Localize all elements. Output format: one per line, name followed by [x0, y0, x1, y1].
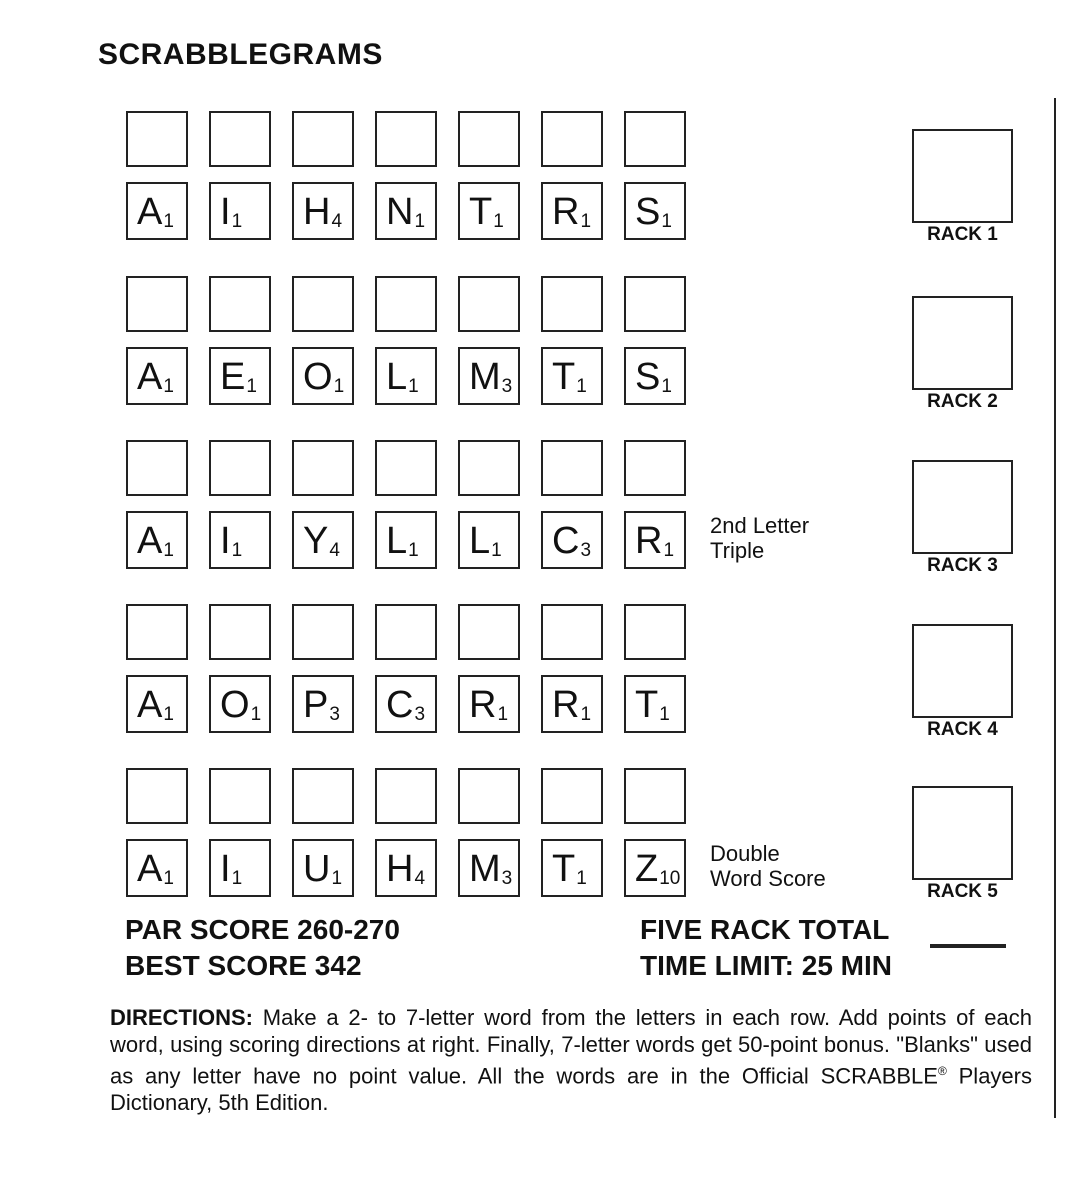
tile-letter: [552, 357, 587, 407]
answer-box[interactable]: [624, 111, 686, 167]
answer-box[interactable]: [541, 111, 603, 167]
tile-letter: [469, 685, 508, 735]
letter-tile: [209, 675, 271, 733]
letter-tile: [458, 182, 520, 240]
tile-letter-char: R: [552, 684, 580, 726]
letter-tile: [375, 675, 437, 733]
letter-tile: [292, 675, 354, 733]
tile-letter-char: H: [303, 191, 331, 233]
tile-letter-char: C: [386, 684, 414, 726]
tile-points: 1: [493, 211, 504, 232]
tile-letter-char: I: [220, 848, 231, 890]
scoring-note-line: Triple: [710, 538, 765, 563]
tile-points: 1: [408, 540, 419, 561]
letter-tile: [375, 839, 437, 897]
letter-tile: [209, 182, 271, 240]
answer-box[interactable]: [126, 276, 188, 332]
letter-tile: [209, 347, 271, 405]
tile-letter: [220, 849, 242, 899]
tile-points: 3: [580, 540, 592, 561]
tile-points: 1: [659, 704, 670, 725]
tile-letter-char: S: [635, 356, 661, 398]
answer-box[interactable]: [375, 276, 437, 332]
tile-letter-char: N: [386, 191, 414, 233]
letter-tile: [126, 839, 188, 897]
tile-letter-char: R: [552, 191, 580, 233]
scoring-note-line: Word Score: [710, 866, 826, 891]
tile-letter-char: T: [635, 684, 659, 726]
tile-points: 1: [497, 704, 509, 725]
answer-box[interactable]: [126, 440, 188, 496]
tile-letter: [386, 357, 419, 407]
tile-letter-char: A: [137, 684, 163, 726]
tile-letter: [386, 849, 425, 899]
tile-points: 1: [414, 211, 426, 232]
tile-letter-char: L: [386, 356, 408, 398]
tile-letter: [303, 685, 340, 735]
letter-tile: [458, 511, 520, 569]
tile-letter-char: U: [303, 848, 331, 890]
tile-letter: [469, 357, 512, 407]
tile-points: 1: [408, 376, 419, 397]
answer-box[interactable]: [209, 276, 271, 332]
letter-tile: [624, 347, 686, 405]
tile-letter-char: M: [469, 356, 501, 398]
tile-letter-char: P: [303, 684, 329, 726]
tile-points: 1: [163, 540, 174, 561]
letter-tile: [375, 182, 437, 240]
tile-points: 1: [663, 540, 675, 561]
time-limit: TIME LIMIT: 25 MIN: [640, 950, 892, 981]
tile-letter: [220, 521, 242, 571]
directions-label: DIRECTIONS:: [110, 1005, 253, 1030]
letter-tile: [624, 511, 686, 569]
scoring-note: [710, 513, 809, 563]
rack-label: RACK 3: [927, 555, 998, 576]
tile-letter-char: C: [552, 520, 580, 562]
tile-letter-char: Y: [303, 520, 329, 562]
tile-points: 1: [250, 704, 262, 725]
tile-letter: [386, 192, 425, 242]
tile-points: 4: [414, 868, 426, 889]
tile-letter: [137, 685, 174, 735]
tile-letter-char: E: [220, 356, 246, 398]
answer-box[interactable]: [541, 440, 603, 496]
answer-box[interactable]: [292, 604, 354, 660]
directions-text: Make a 2- to 7-letter word from the letters in each row. Add points of each word, using scoring directions at right. Finally, 7-letter words get 50-point bonus. "Blanks" used as any letter have no point value. All the words are in the Official SCRABBLE: [110, 1005, 1032, 1089]
answer-box[interactable]: [126, 604, 188, 660]
rack-score-box[interactable]: [912, 786, 1013, 880]
tile-letter: [137, 521, 174, 571]
answer-box[interactable]: [624, 768, 686, 824]
answer-box[interactable]: [375, 768, 437, 824]
answer-box[interactable]: [375, 604, 437, 660]
best-score: BEST SCORE 342: [125, 950, 362, 981]
letter-tile: [126, 511, 188, 569]
tile-letter-char: T: [469, 191, 493, 233]
letter-tile: [375, 511, 437, 569]
letter-tile: [292, 182, 354, 240]
tile-points: 1: [246, 376, 257, 397]
tile-letter: [552, 849, 587, 899]
answer-box[interactable]: [624, 440, 686, 496]
tile-points: 1: [576, 376, 587, 397]
tile-letter: [220, 685, 261, 735]
directions: [110, 1004, 1032, 1116]
tile-letter: [635, 357, 672, 407]
tile-letter: [386, 685, 425, 735]
letter-tile: [209, 511, 271, 569]
tile-points: 3: [501, 376, 513, 397]
answer-box[interactable]: [292, 276, 354, 332]
tile-letter-char: A: [137, 848, 163, 890]
tile-points: 4: [331, 211, 343, 232]
tile-points: 1: [231, 540, 243, 561]
letter-tile: [292, 839, 354, 897]
answer-box[interactable]: [292, 768, 354, 824]
answer-box[interactable]: [126, 111, 188, 167]
tile-points: 1: [333, 376, 345, 397]
letter-tile: [624, 675, 686, 733]
tile-letter-char: I: [220, 191, 231, 233]
letter-tile: [126, 182, 188, 240]
tile-points: 1: [163, 704, 174, 725]
tile-letter: [469, 192, 504, 242]
answer-box[interactable]: [375, 111, 437, 167]
tile-points: 1: [580, 704, 592, 725]
letter-tile: [541, 511, 603, 569]
letter-tile: [541, 675, 603, 733]
answer-box[interactable]: [624, 604, 686, 660]
scoring-note: [710, 841, 826, 891]
tile-points: 1: [163, 868, 174, 889]
right-divider: [1054, 98, 1056, 1118]
letter-tile: [624, 839, 686, 897]
tile-points: 1: [163, 211, 174, 232]
letter-tile: [292, 347, 354, 405]
tile-points: 1: [661, 211, 672, 232]
tile-points: 1: [580, 211, 592, 232]
answer-box[interactable]: [209, 111, 271, 167]
tile-points: 3: [501, 868, 513, 889]
tile-letter: [303, 521, 340, 571]
answer-box[interactable]: [458, 768, 520, 824]
rack-label: RACK 1: [927, 224, 998, 245]
tile-letter: [137, 357, 174, 407]
tile-letter: [552, 521, 591, 571]
tile-letter: [635, 685, 670, 735]
puzzle-title: SCRABBLEGRAMS: [98, 38, 383, 71]
tile-points: 1: [163, 376, 174, 397]
rack-score-box[interactable]: [912, 460, 1013, 554]
answer-box[interactable]: [541, 768, 603, 824]
tile-letter: [552, 192, 591, 242]
answer-box[interactable]: [541, 276, 603, 332]
tile-letter-char: M: [469, 848, 501, 890]
tile-letter: [220, 192, 242, 242]
letter-tile: [624, 182, 686, 240]
letter-tile: [126, 347, 188, 405]
answer-box[interactable]: [375, 440, 437, 496]
tile-letter: [469, 521, 502, 571]
answer-box[interactable]: [541, 604, 603, 660]
tile-points: 3: [414, 704, 426, 725]
tile-points: 1: [231, 211, 243, 232]
tile-letter-char: A: [137, 191, 163, 233]
tile-points: 1: [661, 376, 672, 397]
answer-box[interactable]: [209, 604, 271, 660]
answer-box[interactable]: [209, 440, 271, 496]
tile-letter-char: H: [386, 848, 414, 890]
tile-letter: [469, 849, 512, 899]
par-score: PAR SCORE 260-270: [125, 914, 400, 945]
tile-letter: [635, 521, 674, 571]
tile-letter-char: S: [635, 191, 661, 233]
letter-tile: [209, 839, 271, 897]
directions-text-end: Players Dictionary, 5th Edition.: [110, 1063, 1032, 1116]
tile-points: 1: [231, 868, 243, 889]
tile-letter: [552, 685, 591, 735]
tile-letter-char: A: [137, 520, 163, 562]
five-rack-total-label: FIVE RACK TOTAL: [640, 914, 890, 945]
answer-box[interactable]: [126, 768, 188, 824]
answer-box[interactable]: [458, 111, 520, 167]
tile-letter-char: L: [386, 520, 408, 562]
tile-points: 1: [331, 868, 343, 889]
tile-letter-char: O: [303, 356, 333, 398]
tile-letter-char: I: [220, 520, 231, 562]
answer-box[interactable]: [458, 276, 520, 332]
letter-tile: [541, 347, 603, 405]
tile-letter-char: A: [137, 356, 163, 398]
answer-box[interactable]: [458, 440, 520, 496]
tile-letter-char: Z: [635, 848, 659, 890]
rack-score-box[interactable]: [912, 624, 1013, 718]
letter-tile: [375, 347, 437, 405]
letter-tile: [541, 182, 603, 240]
answer-box[interactable]: [458, 604, 520, 660]
letter-tile: [292, 511, 354, 569]
tile-letter-char: L: [469, 520, 491, 562]
rack-score-box[interactable]: [912, 296, 1013, 390]
rack-score-box[interactable]: [912, 129, 1013, 223]
tile-letter: [137, 192, 174, 242]
tile-points: 4: [329, 540, 340, 561]
tile-letter-char: O: [220, 684, 250, 726]
tile-letter: [303, 357, 344, 407]
scoring-note-line: Double: [710, 841, 780, 866]
letter-tile: [541, 839, 603, 897]
letter-tile: [458, 675, 520, 733]
answer-box[interactable]: [209, 768, 271, 824]
total-answer-line[interactable]: [930, 944, 1006, 948]
tile-letter-char: R: [635, 520, 663, 562]
tile-letter: [635, 849, 680, 899]
tile-letter-char: R: [469, 684, 497, 726]
rack-label: RACK 2: [927, 391, 998, 412]
tile-points: 1: [491, 540, 502, 561]
rack-label: RACK 5: [927, 881, 998, 902]
registered-mark: ®: [937, 1064, 947, 1078]
answer-box[interactable]: [624, 276, 686, 332]
tile-letter: [386, 521, 419, 571]
rack-label: RACK 4: [927, 719, 998, 740]
letter-tile: [458, 839, 520, 897]
tile-letter-char: T: [552, 848, 576, 890]
tile-points: 3: [329, 704, 340, 725]
scoring-note-line: 2nd Letter: [710, 513, 810, 538]
tile-letter-char: T: [552, 356, 576, 398]
letter-tile: [458, 347, 520, 405]
tile-letter: [137, 849, 174, 899]
answer-box[interactable]: [292, 440, 354, 496]
tile-points: 10: [659, 868, 681, 889]
answer-box[interactable]: [292, 111, 354, 167]
letter-tile: [126, 675, 188, 733]
tile-letter: [303, 192, 342, 242]
tile-letter: [635, 192, 672, 242]
tile-letter: [220, 357, 257, 407]
tile-points: 1: [576, 868, 587, 889]
tile-letter: [303, 849, 342, 899]
